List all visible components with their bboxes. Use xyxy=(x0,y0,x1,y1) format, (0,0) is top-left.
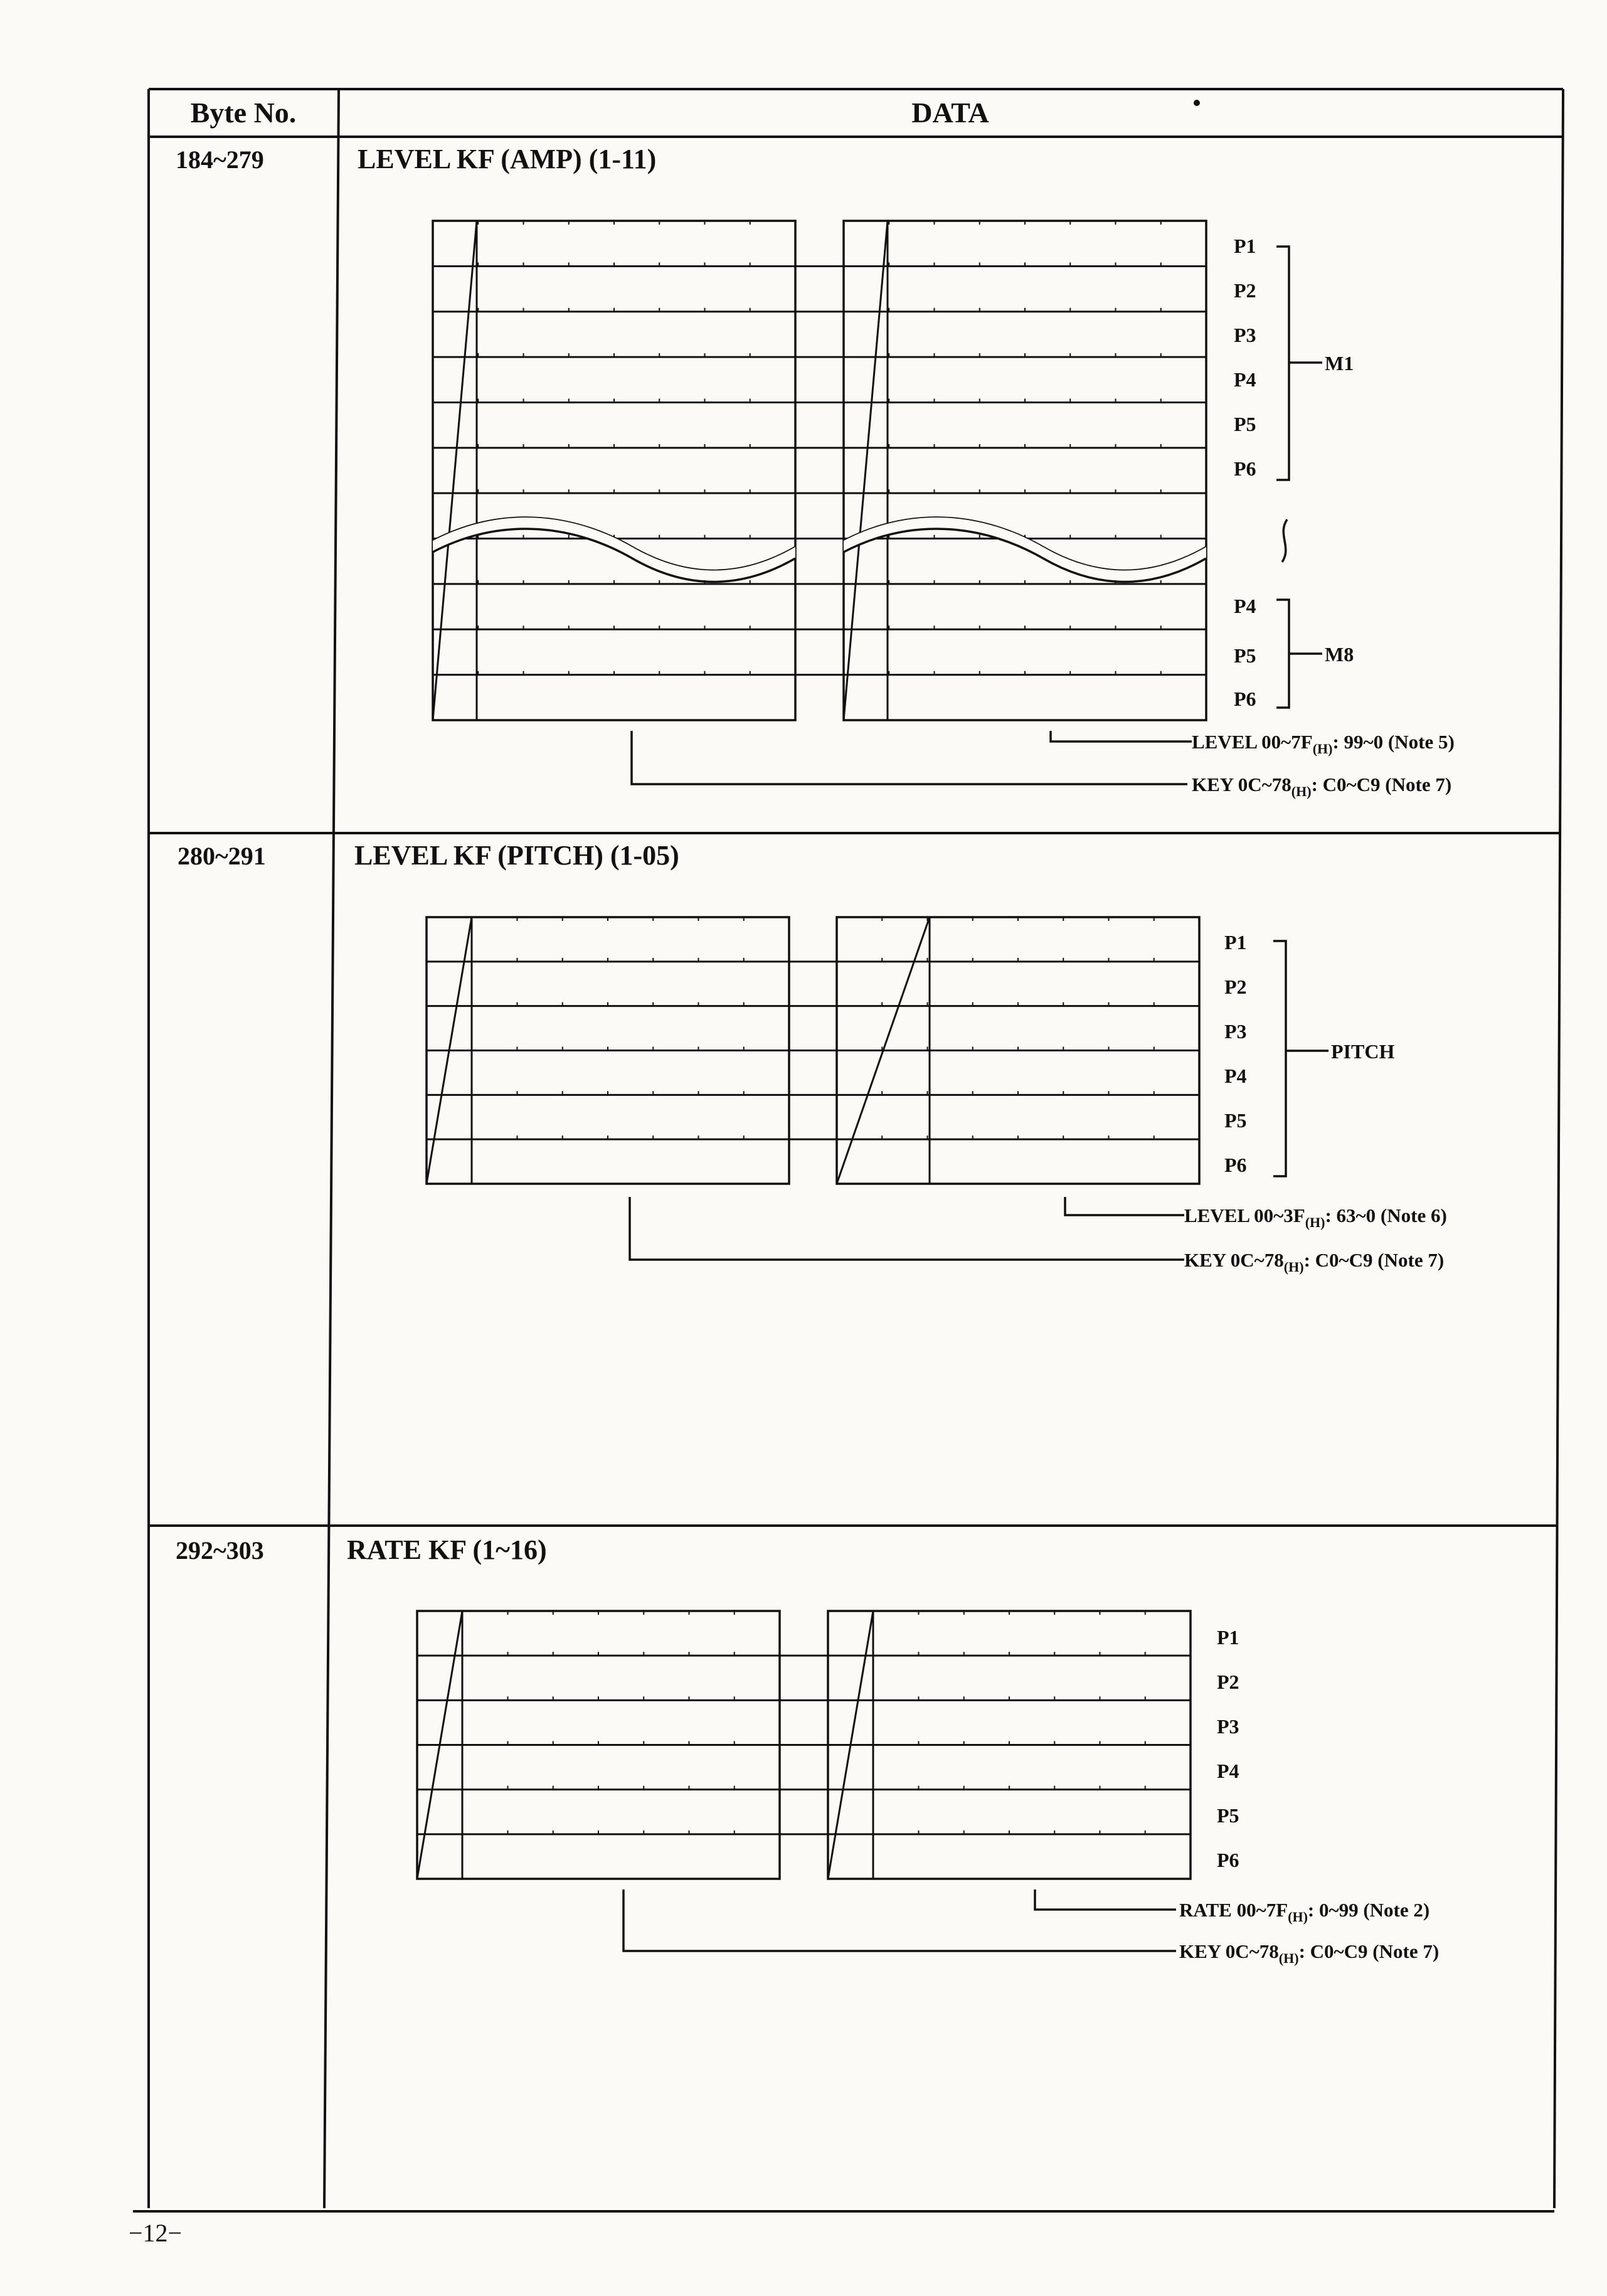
param-label: P1 xyxy=(1224,931,1247,954)
rate-leader-lines xyxy=(623,1889,1176,1951)
note-main: KEY 0C~78 xyxy=(1192,773,1291,795)
header-byte-no: Byte No. xyxy=(190,97,297,129)
note-main: KEY 0C~78 xyxy=(1184,1249,1284,1271)
byte-range-rate: 292~303 xyxy=(176,1536,264,1565)
note-tail: : 63~0 (Note 6) xyxy=(1325,1204,1447,1226)
note-sub: (H) xyxy=(1283,1259,1304,1275)
group-label-pitch: PITCH xyxy=(1331,1040,1395,1063)
note-tail: : 0~99 (Note 2) xyxy=(1307,1899,1430,1921)
note-sub: (H) xyxy=(1291,784,1312,799)
group-label-m1: M1 xyxy=(1325,352,1354,375)
param-label: P3 xyxy=(1217,1715,1239,1738)
param-label: P2 xyxy=(1217,1671,1239,1693)
amp-key-note xyxy=(1192,773,1451,799)
pitch-param-labels xyxy=(1224,931,1247,1176)
level-kf-amp-diagram xyxy=(433,221,1206,720)
note-sub: (H) xyxy=(1312,741,1333,757)
param-label: P2 xyxy=(1234,279,1256,302)
param-label: P6 xyxy=(1217,1849,1239,1871)
param-label: P6 xyxy=(1234,457,1256,480)
level-kf-pitch-diagram xyxy=(427,917,1199,1184)
note-sub: (H) xyxy=(1288,1909,1308,1925)
rate-kf-diagram xyxy=(417,1611,1191,1879)
byte-range-pitch: 280~291 xyxy=(178,842,266,870)
param-label: P5 xyxy=(1234,413,1256,435)
section-title-amp: LEVEL KF (AMP) (1-11) xyxy=(358,144,657,174)
header-data: DATA xyxy=(911,97,989,129)
param-label: P1 xyxy=(1234,235,1256,257)
amp-leader-lines xyxy=(632,731,1192,784)
grid-frame xyxy=(844,221,1206,720)
note-main: LEVEL 00~7F xyxy=(1192,731,1313,753)
param-label: P1 xyxy=(1217,1626,1239,1649)
page-number: −12− xyxy=(129,2219,183,2247)
rate-param-labels xyxy=(1217,1626,1239,1871)
byte-range-amp: 184~279 xyxy=(176,146,264,174)
pitch-level-note xyxy=(1184,1204,1447,1230)
param-label: P5 xyxy=(1217,1804,1239,1827)
pitch-key-note xyxy=(1184,1249,1444,1275)
param-label: P4 xyxy=(1234,595,1256,617)
param-label: P3 xyxy=(1224,1020,1247,1043)
rate-rate-note xyxy=(1179,1899,1429,1925)
note-sub: (H) xyxy=(1305,1214,1325,1230)
note-tail: : C0~C9 (Note 7) xyxy=(1303,1249,1445,1271)
rate-key-note xyxy=(1179,1940,1439,1966)
section-title-rate: RATE KF (1~16) xyxy=(347,1534,547,1565)
pitch-leader-lines xyxy=(630,1197,1184,1260)
param-label: P6 xyxy=(1234,688,1256,710)
scaling-curve xyxy=(433,221,477,720)
note-tail: : C0~C9 (Note 7) xyxy=(1298,1940,1440,1962)
grid-frame xyxy=(433,221,795,720)
param-label: P4 xyxy=(1224,1065,1247,1087)
group-brackets-amp xyxy=(1276,247,1322,708)
note-main: KEY 0C~78 xyxy=(1179,1940,1279,1962)
param-label: P3 xyxy=(1234,324,1256,346)
amp-level-note xyxy=(1192,731,1455,757)
section-title-pitch: LEVEL KF (PITCH) (1-05) xyxy=(354,840,679,871)
param-label: P4 xyxy=(1217,1760,1239,1782)
param-label: P2 xyxy=(1224,975,1247,998)
param-label: P6 xyxy=(1224,1154,1247,1176)
note-main: LEVEL 00~3F xyxy=(1184,1204,1305,1226)
note-tail: : C0~C9 (Note 7) xyxy=(1311,773,1452,795)
speck xyxy=(1194,100,1200,106)
group-bracket-pitch xyxy=(1273,941,1329,1176)
note-tail: : 99~0 (Note 5) xyxy=(1332,731,1455,753)
scaling-curve xyxy=(844,221,888,720)
param-label: P5 xyxy=(1234,644,1256,667)
param-label: P4 xyxy=(1234,368,1256,391)
group-label-m8: M8 xyxy=(1325,643,1354,666)
note-sub: (H) xyxy=(1278,1950,1299,1966)
amp-param-labels xyxy=(1234,235,1256,710)
param-label: P5 xyxy=(1224,1109,1247,1132)
note-main: RATE 00~7F xyxy=(1179,1899,1288,1921)
